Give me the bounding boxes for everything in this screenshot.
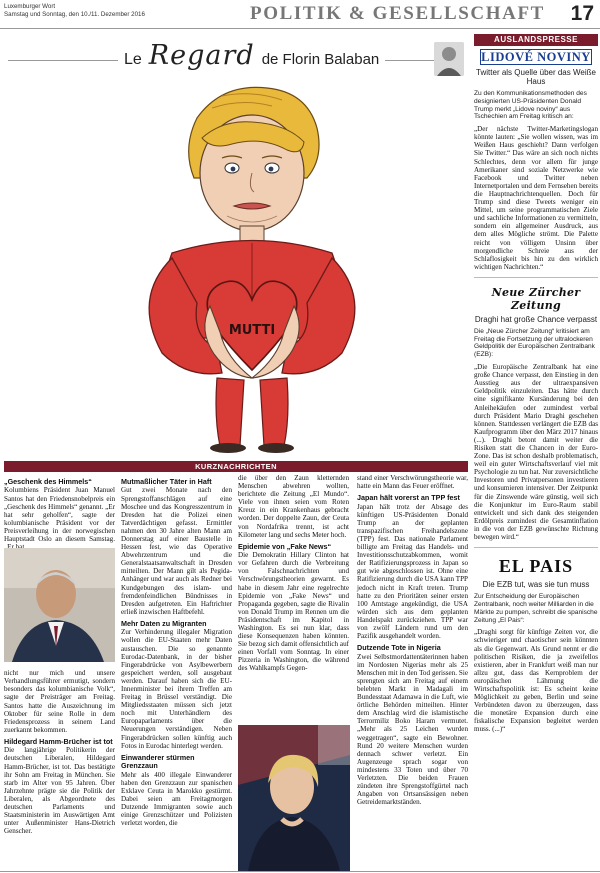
article-text: Gut zwei Monate nach den Sprengstoffanschlägen auf eine Moschee und das Kongresszentrum in Dresden hat die Polizei einen Tatverdächtigen gefasst. Ermittler nahmen den 30 Jahre alten Mann am Donnerstag auf einer Baustelle in Hessen fest, wie das Operative Abwehrzentrum und die Generalstaatsanwaltschaft in Dresden mitteilten. Der Mann gilt als Pegida-Anhänger und war auch als Redner bei Kundgebungen des islam- und fremdenfeindlichen Bündnisses in Dresden aufgetreten. Ein Haftrichter erließ inzwischen Haftbefehl. <box>121 486 232 616</box>
footer-rule <box>0 871 600 872</box>
kurznachrichten-label: KURZNACHRICHTEN <box>195 462 277 471</box>
el-pais-logo: EL PAIS <box>498 556 574 577</box>
photo-clinton <box>238 725 350 871</box>
merkel-caricature <box>102 78 402 454</box>
article-text: stand einer Verschwörungstheorie war, hatte ein Mann das Feuer eröffnet. <box>357 474 468 491</box>
lidove-body: „Der nächste Twitter-Marketingslogan könnte lauten: „Sie wollen wissen, was im Weißen Haus geschieht? Dann verfolgen Sie Twitter.“ Das wäre an sich noch nichts Schlechtes, denn vor allem für junge Amerikaner sind soziale Netzwerke wie Facebook und Twitter neben Internetportalen und dem Fernsehen bereits die Hauptnachrichtenquellen. Doch für Trump sind diese Tweets weniger ein Mittel, um seine programmatischen Ziele und sachliche Informationen zu vermitteln, sondern ein allgemeiner Ausdruck, aus dem alles Mögliche strömt. Die Palette reicht von völligem Unsinn über morgendliche Schreie aus der Schlaflosigkeit bis hin zu den wirklich wichtigen Nachrichten.“ <box>474 125 598 271</box>
issue-date: Samstag und Sonntag, den 10./11. Dezember 2016 <box>4 11 145 18</box>
regard-header <box>2 40 470 80</box>
headline-taeter: Mutmaßlicher Täter in Haft <box>121 477 212 486</box>
masthead-rule <box>0 28 600 29</box>
headline-japan-tpp: Japan hält vorerst an TPP fest <box>357 493 460 503</box>
le-regard-cartoon-box <box>2 34 470 456</box>
article-text: Kolumbiens Präsident Juan Manuel Santos hat den Friedensnobelpreis ein „Geschenk des Himmels“ genannt. „Er hat sehr geholfen“, sagte der kolumbianische Präsident vor der Preisverleihung in der norwegischen Hauptstadt Oslo an diesem Samstag. <box>4 486 115 543</box>
regard-word: Regard <box>148 40 255 71</box>
news-column-4 <box>357 474 468 806</box>
photo-santos <box>4 548 115 662</box>
masthead <box>0 0 600 30</box>
headline-grenzzaun: Einwanderer stürmen Grenzzaun <box>121 752 195 771</box>
headline-hamm-bruecher: Hildegard Hamm-Brücher ist tot <box>4 736 113 746</box>
article-text: Die Demokratin Hillary Clinton hat vor Gefahren durch die Verbreitung von Falschnachrichten und Verschwörungstheorien gewarnt. Es habe in diesem Jahr eine regelrechte Epidemie von „Fake News“ und Propaganda gegeben, sagte die Rivalin von Donald Trump im Rennen um die Präsidentschaft im Kapitol in Washington. Es sei nun klar, dass diese Konsequenzen haben könnten. Sie bezog sich damit offensichtlich auf einen Vorfall vom Sonntag. In einer Pizzeria in Washington, die während des Wahlkampfs Gegen- <box>238 551 349 673</box>
page-number: 17 <box>570 2 594 25</box>
news-column-3 <box>238 474 349 673</box>
lidove-headline: Twitter als Quelle über das Weiße Haus <box>476 68 596 86</box>
article-text: nicht nur mich und unsere Verhandlungsführer ermutigt, sondern besonders das kolumbianische Volk“, sagte der Preisträger am Freitag. Santos hatte die Auszeichnung im Oktober für seine Rolle in dem Friedensprozess in seinem Land zuerkannt bekommen. <box>4 669 115 734</box>
nzz-lead: Die „Neue Zürcher Zeitung“ kritisiert am Freitag die Fortsetzung der ultralockeren Geldpolitik der Europäischen Zentralbank (EZB): <box>474 327 595 359</box>
article-text: Zwei Selbstmordattentäterinnen haben im Nordosten Nigerias mehr als 25 Menschen mit in den Tod gerissen. Sie sprengten sich am Freitag auf einem belebten Markt in Madagali im Bundesstaat Adamawa in die Luft, wie örtliche Behörden mitteilten. Hinter dem Anschlag wird die islamistische Terrormiliz Boko Haram vermutet. „Mehr als 25 Leichen wurden weggetragen“, sagte ein Bewohner. Rund 20 weitere Menschen wurden dennach schwer verletzt. Ein Augenzeuge sprach sogar von mindestens 33 Toten und über 70 Verletzten. Die beiden Frauen zündeten ihre Sprengstoffgürtel nach Angaben von Ortsansässigen neben Getreidemarktständen. <box>357 652 468 807</box>
headline-nigeria: Dutzende Tote in Nigeria <box>357 643 441 653</box>
news-column-2 <box>121 474 232 827</box>
regard-le: Le <box>124 51 142 68</box>
regard-byline: de Florin Balaban <box>261 51 380 68</box>
cartoon-mutti-label: MUTTI <box>228 323 276 338</box>
headline-fake-news: Epidemie von „Fake News“ <box>238 541 332 551</box>
elpais-body: „Draghi sorgt für künftige Zeiten vor, die schwieriger und chaotischer sein könnten als die Gegenwart. Als Grund nennt er die politischen Risiken, die ja zweifellos existieren, aber in Frankfurt weiß man nur allzu gut, dass das Kernproblem der europäischen Lähmung die Wirtschaftspolitik ist: Es scheint keine Möglichkeit zu geben, Berlin und seine Verbündeten davon zu überzeugen, dass die monetäre Expansion durch eine fiskalische Expansion begleitet werden muss. (...)“ <box>474 628 598 734</box>
kurznachrichten-bar <box>4 461 468 472</box>
masthead-info <box>4 3 145 19</box>
sidebar-divider <box>474 547 598 548</box>
article-text: Zur Verhinderung illegaler Migration wollen die EU-Staaten mehr Daten austauschen. Die so genannte Eurodac-Datenbank, in der bisher Fingerabdrücke von Asylbewerbern gespeichert werden, soll ausgebaut werden. Darauf haben sich die EU-Innenminister bei ihrem Treffen am Freitag in Brüssel verständigt. Die Mitgliedsstaaten müssen sich jetzt noch mit Unterhändlern des Europaparlaments über die Neuerungen verständigen. Neben Fingerabdrücken sollen künftig auch Fotos in Eurodac hinterlegt werden. <box>121 628 232 750</box>
section-title: POLITIK & GESELLSCHAFT <box>250 3 545 24</box>
article-text: Die langjährige Politikerin der deutschen Liberalen, Hildegard Hamm-Brücher, ist tot. Das bestätigte ihr Sohn am Freitag in München. Sie starb im Alter von 95 Jahren. Über Jahrzehnte prägte sie die Politik der Liberalen, als Abgeordnete des deutschen Parlaments und Staatsministerin im Auswärtigen Amt unter Außenminister Hans-Dietrich Genscher. <box>4 746 115 836</box>
auslandspresse-bar: AUSLANDSPRESSE <box>474 34 598 46</box>
elpais-headline: Die EZB tut, was sie tun muss <box>482 580 590 590</box>
nzz-logo: Neue Zürcher Zeitung <box>491 285 581 312</box>
sidebar-divider <box>474 277 598 278</box>
cartoonist-portrait <box>434 42 464 76</box>
article-text: Mehr als 400 illegale Einwanderer haben den Grenzzaun zur spanischen Exklave Ceuta in Marokko gestürmt. Dabei seien am Freitagmorgen Dutzende Immigranten sowie auch einige Grenzschützer und Polizisten verletzt worden, die <box>121 770 232 828</box>
elpais-lead: Zur Entscheidung der Europäischen Zentralbank, noch weiter Milliarden in die Märkte zu pumpen, schreibt die spanische Zeitung „El Pais“: <box>474 593 598 624</box>
auslandspresse-sidebar <box>474 34 598 872</box>
lidove-lead: Zu den Kommunikationsmethoden des designierten US-Präsidenten Donald Trump merkt „Lidove noviny“ aus Tschechien am Freitag kritisch an: <box>474 90 587 121</box>
nzz-body: „Die Europäische Zentralbank hat eine große Chance verpasst, den Einstieg in den Ausstieg aus der ultraexpansiven Geldpolitik einzuleiten. Das hätte durch eine signifikante Kursänderung bei den Anleihekäufen oder zumindest verbal durch Präsident Mario Draghi geschehen können. Stattdessen verlängert die EZB das Kaufprogramm über den März 2017 hinaus (...). Draghi betont damit weiter die Risiken statt die Chancen in der Euro-Zone. Das ist schon deshalb problematisch, weil ein guter Wirtschaftsverlauf viel mit Psychologie zu tun hat. Nur zuversichtliche Investoren und Privatpersonen investieren und konsumieren intensiver. Der Zeitpunkt für die Zinswende wäre günstig, weil sich die Konjunktur im Euro-Raum stabil entwickelt und sich dank des steigenden Erdölpreis zumindest die Gesamtinflation in die von der EZB gewünschte Richtung bewegen wird.“ <box>474 363 598 542</box>
article-text: die über den Zaun kletternden Menschen abwehren wollten, berichtete die Zeitung „El Mundo“. Viele von ihnen seien vom Roten Kreuz in ein Krankenhaus gebracht worden. Der doppelte Zaun, der Ceuta von Nordafrika trennt, ist acht Kilometer lang und sechs Meter hoch. <box>238 474 349 539</box>
paper-name: Luxemburger Wort <box>4 3 56 10</box>
article-text: Japan hält trotz der Absage des künftigen US-Präsidenten Donald Trump an der geplanten transpazifischen Freihandelszone (TPP) fest. Das nationale Parlament billigte am Freitag das Handels- und Investitionsschutzabkommen, womit der Ratifizierungsprozess in Japan so gut wie abgeschlossen ist. Ohne eine Ratifizierung durch die USA kann TPP jedoch nicht in Kraft treten. Trump hatte zu den Prioritäten seiner ersten 100 Amtstage angekündigt, die USA würden sich aus dem geplanten Handelspakt zurückziehen. TPP war von zwölf Ländern rund um den Pazifik ausgehandelt worden. <box>357 502 468 641</box>
regard-title <box>118 40 385 71</box>
lidove-noviny-logo: LIDOVÉ NOVINY <box>481 50 591 64</box>
nzz-headline: Draghi hat große Chance verpasst <box>474 314 598 324</box>
headline-migranten: Mehr Daten zu Migranten <box>121 618 207 628</box>
headline-geschenk: „Geschenk des Himmels“ <box>4 477 92 486</box>
